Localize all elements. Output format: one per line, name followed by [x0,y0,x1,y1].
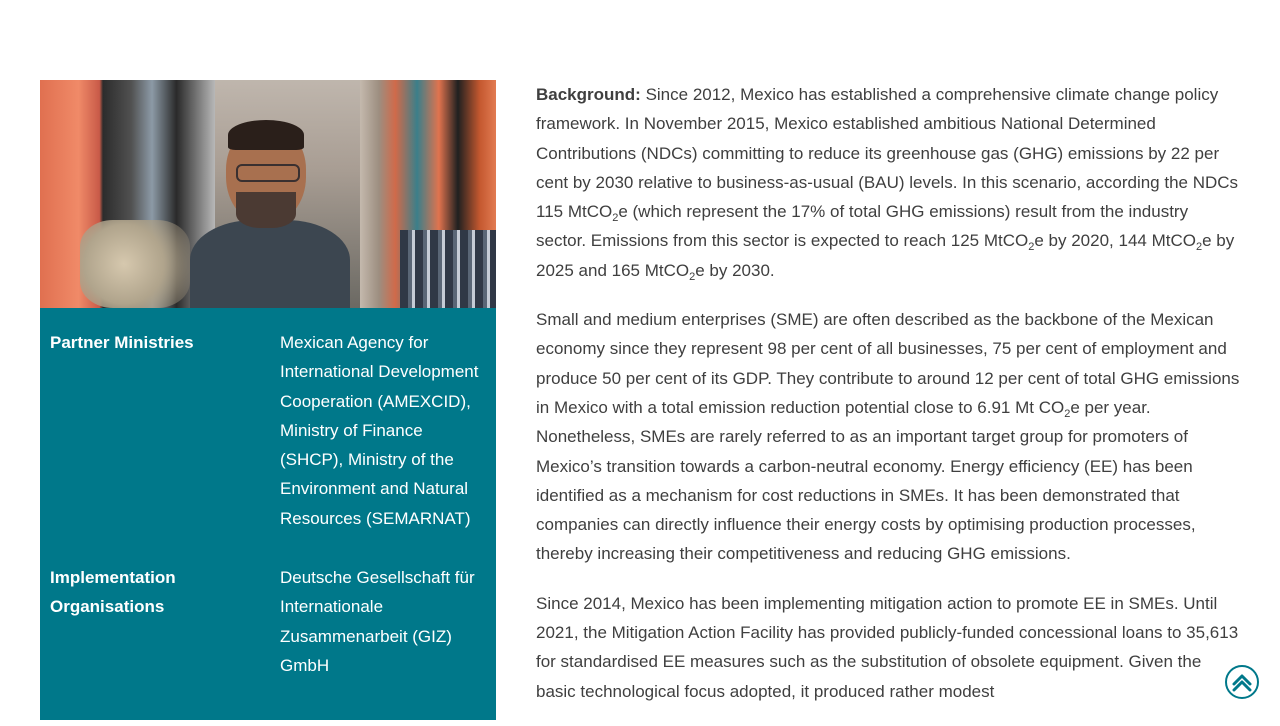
info-value: Deutsche Gesellschaft für Internationale Zusammenarbeit (GIZ) GmbH [280,568,475,675]
info-row-partner-ministries [40,308,496,533]
project-info-panel [40,80,496,720]
back-to-top-button[interactable] [1225,665,1259,699]
info-row-implementation-organisations [40,533,496,680]
project-photo [40,80,496,308]
info-value: Mexican Agency for International Development Cooperation (AMEXCID), Ministry of Finance (SHCP), Ministry of the Environment and Natural Resources (SEMARNAT) [280,333,479,528]
chevron-up-icon [1231,670,1253,692]
info-table [40,308,496,680]
article-body [536,80,1240,726]
paragraph-mitigation: Since 2014, Mexico has been implementing mitigation action to promote EE in SMEs. Until 2021, the Mitigation Action Facility has provided publicly-funded concessional loans to 35,613 for standardised EE measures such as the substitution of obsolete equipment. Given the basic technological focus adopted, it produced rather modest [536,593,1239,701]
info-label: Implementation Organisations [50,568,176,617]
background-heading: Background: [536,85,641,104]
paragraph-sme: Small and medium enterprises (SME) are often described as the backbone of the Mexican economy since they represent 98 per cent of all businesses, 75 per cent of employment and produce 50 per cent of its GDP. They contribute to around 12 per cent of total GHG emissions in Mexico with a total emission reduction potential close to 6.91 Mt $CO_2e$ per year. Nonetheless, SMEs are rarely referred to as an important target group for promoters of Mexico’s transition towards a carbon-neutral economy. Energy efficiency (EE) has been identified as a mechanism for cost reductions in SMEs. It has been demonstrated that companies can directly influence their energy costs by optimising production processes, thereby increasing their competitiveness and reducing GHG emissions. [536,310,1240,564]
paragraph-background: Background: Since 2012, Mexico has established a comprehensive climate change policy framework. In November 2015, Mexico established ambitious National Determined Contributions (NDCs) committing to reduce its greenhouse gas (GHG) emissions by 22 per cent by 2030 relative to business-as-usual (BAU) levels. In this scenario, according the NDCs 115 MtCO$_2$e (which represent the 17% of total GHG emissions) result from the industry sector. Emissions from this sector is expected to reach 125 MtCO$_2$e by 2020, 144 MtCO$_2$e by 2025 and 165 MtCO$_2$e by 2030. [536,85,1239,283]
info-label: Partner Ministries [50,333,194,352]
